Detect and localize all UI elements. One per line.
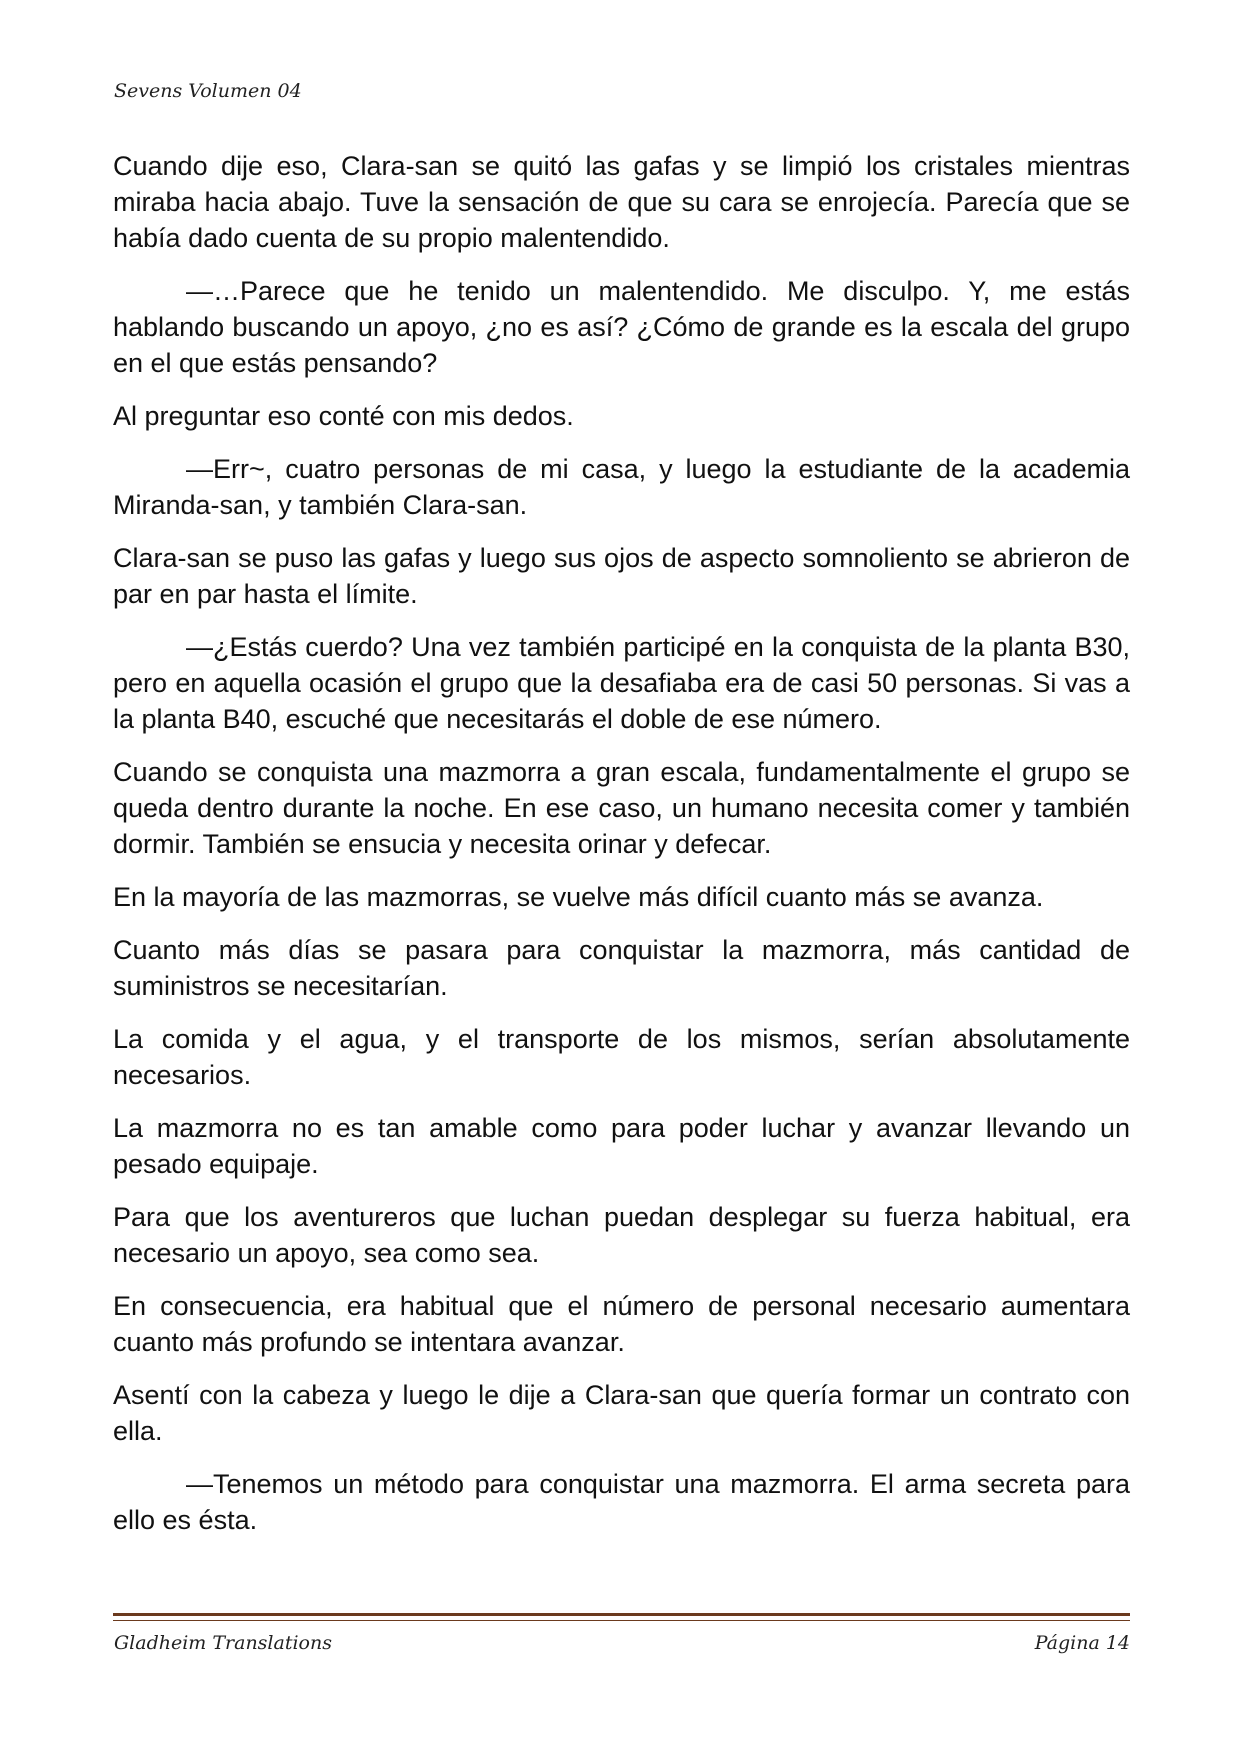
page-number: Página 14 [1034, 1632, 1130, 1654]
paragraph: La mazmorra no es tan amable como para poder luchar y avanzar llevando un pesado equipaje. [113, 1113, 1130, 1179]
footer-credit: Gladheim Translations [114, 1632, 332, 1654]
dialogue-paragraph: —¿Estás cuerdo? Una vez también participé en la conquista de la planta B30, pero en aquella ocasión el grupo que la desafiaba era de casi 50 personas. Si vas a la planta B40, escuché que necesitarás el doble de ese número. [113, 632, 1130, 734]
paragraph: Cuando se conquista una mazmorra a gran escala, fundamentalmente el grupo se queda dentro durante la noche. En ese caso, un humano necesita comer y también dormir. También se ensucia y necesita orinar y defecar. [113, 757, 1130, 859]
paragraph: Clara-san se puso las gafas y luego sus ojos de aspecto somnoliento se abrieron de par en par hasta el límite. [113, 543, 1130, 609]
running-header: Sevens Volumen 04 [114, 80, 302, 102]
paragraph: En consecuencia, era habitual que el número de personal necesario aumentara cuanto más profundo se intentara avanzar. [113, 1291, 1130, 1357]
footer-divider [113, 1613, 1130, 1616]
dialogue-paragraph: —Err~, cuatro personas de mi casa, y luego la estudiante de la academia Miranda-san, y también Clara-san. [113, 454, 1130, 520]
paragraph: Cuanto más días se pasara para conquistar la mazmorra, más cantidad de suministros se necesitarían. [113, 935, 1130, 1001]
paragraph: Para que los aventureros que luchan puedan desplegar su fuerza habitual, era necesario un apoyo, sea como sea. [113, 1202, 1130, 1268]
paragraph: Al preguntar eso conté con mis dedos. [113, 401, 574, 431]
footer-divider-thin [113, 1620, 1130, 1621]
paragraph: Asentí con la cabeza y luego le dije a Clara-san que quería formar un contrato con ella. [113, 1380, 1130, 1446]
page-body [113, 148, 1130, 1555]
dialogue-paragraph: —Tenemos un método para conquistar una mazmorra. El arma secreta para ello es ésta. [113, 1469, 1130, 1535]
paragraph: En la mayoría de las mazmorras, se vuelve más difícil cuanto más se avanza. [113, 882, 1044, 912]
paragraph: Cuando dije eso, Clara-san se quitó las gafas y se limpió los cristales mientras miraba hacia abajo. Tuve la sensación de que su cara se enrojecía. Parecía que se había dado cuenta de su propio malentendido. [113, 151, 1130, 253]
dialogue-paragraph: —…Parece que he tenido un malentendido. Me disculpo. Y, me estás hablando buscando un apoyo, ¿no es así? ¿Cómo de grande es la escala del grupo en el que estás pensando? [113, 276, 1130, 378]
paragraph: La comida y el agua, y el transporte de los mismos, serían absolutamente necesarios. [113, 1024, 1130, 1090]
